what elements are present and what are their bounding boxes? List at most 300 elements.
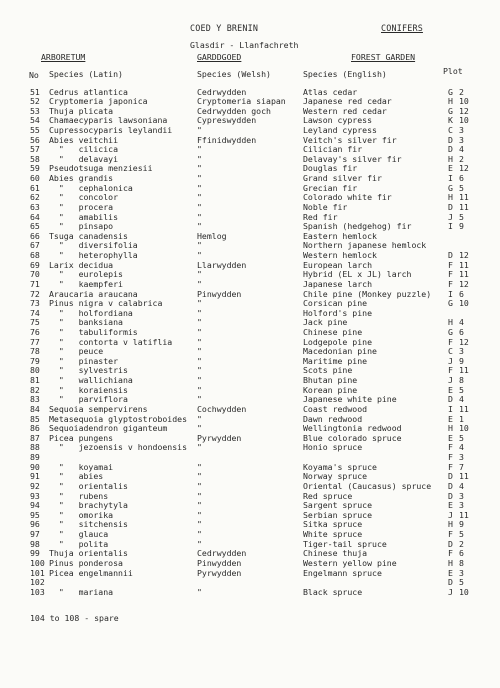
species-latin: " banksiana	[49, 317, 123, 328]
species-english: Macedonian pine	[303, 346, 377, 357]
species-english: White spruce	[303, 529, 363, 540]
species-latin: Abies grandis	[49, 173, 114, 184]
species-latin: Cryptomeria japonica	[49, 96, 148, 107]
species-welsh: "	[197, 182, 202, 193]
plot-letter: D	[448, 538, 453, 549]
species-welsh: Cypreswydden	[197, 115, 257, 126]
species-english: Western red cedar	[303, 105, 387, 116]
species-welsh: "	[197, 221, 202, 232]
species-number: 71	[30, 278, 40, 289]
species-english: Red fir	[303, 211, 338, 222]
plot-number: 12	[459, 163, 469, 174]
species-english: Black spruce	[303, 586, 363, 597]
species-english: Grecian fir	[303, 182, 358, 193]
species-number: 66	[30, 230, 40, 241]
species-latin: " cephalonica	[49, 182, 133, 193]
species-english: Lawson cypress	[303, 115, 373, 126]
plot-number: 10	[459, 115, 469, 126]
species-welsh: Llarwydden	[197, 259, 247, 270]
column-header-latin: Species (Latin)	[49, 69, 123, 79]
species-number: 93	[30, 490, 40, 501]
plot-number: 12	[459, 336, 469, 347]
species-english: Northern japanese hemlock	[303, 240, 427, 251]
column-header-no: No	[29, 70, 39, 80]
species-welsh: Pinwydden	[197, 288, 242, 299]
plot-letter: F	[448, 336, 453, 347]
table-row	[0, 174, 500, 183]
species-number: 68	[30, 250, 40, 261]
species-number: 90	[30, 461, 40, 472]
species-welsh: "	[197, 586, 202, 597]
table-row	[0, 347, 500, 356]
plot-letter: I	[448, 173, 453, 184]
section-forest-garden: FOREST GARDEN	[351, 52, 416, 62]
plot-number: 10	[459, 96, 469, 107]
species-number: 55	[30, 124, 40, 135]
plot-letter: G	[448, 327, 453, 337]
species-number: 81	[30, 375, 40, 386]
species-number: 86	[30, 423, 40, 434]
species-english: Chinese thuja	[303, 548, 368, 559]
table-row	[0, 443, 500, 452]
species-number: 78	[30, 346, 40, 357]
plot-letter: D	[448, 471, 453, 482]
species-welsh: Cochwydden	[197, 403, 247, 414]
plot-number: 12	[459, 250, 469, 261]
species-latin: " jezoensis v hondoensis	[49, 442, 188, 453]
plot-number: 10	[459, 586, 469, 597]
species-welsh: Ffinidwydden	[197, 134, 257, 145]
species-english: European larch	[303, 259, 373, 270]
column-header-plot: Plot	[443, 66, 463, 76]
species-english: Engelmann spruce	[303, 567, 382, 578]
species-number: 82	[30, 384, 40, 395]
species-number: 54	[30, 115, 40, 126]
species-english: Dawn redwood	[303, 413, 363, 424]
category-label: CONIFERS	[381, 23, 423, 33]
species-english: Japanese larch	[303, 278, 373, 289]
species-english: Serbian spruce	[303, 509, 373, 520]
species-number: 75	[30, 317, 40, 328]
plot-number: 6	[459, 327, 464, 337]
species-number: 56	[30, 134, 40, 145]
species-latin: " parviflora	[49, 394, 128, 405]
plot-letter: I	[448, 403, 453, 414]
species-welsh: Pyrwydden	[197, 567, 242, 578]
plot-number: 9	[459, 221, 464, 232]
plot-letter: F	[448, 529, 453, 540]
table-row	[0, 559, 500, 568]
plot-letter: D	[448, 394, 453, 405]
plot-letter: D	[448, 250, 453, 261]
species-english: Jack pine	[303, 317, 348, 328]
species-number: 60	[30, 173, 40, 184]
plot-number: 11	[459, 509, 469, 520]
species-number: 91	[30, 471, 40, 482]
plot-number: 12	[459, 105, 469, 116]
plot-number: 2	[459, 153, 464, 164]
plot-number: 5	[459, 529, 464, 540]
plot-letter: H	[448, 317, 453, 328]
species-english: Red spruce	[303, 490, 353, 501]
species-welsh: "	[197, 413, 202, 424]
species-welsh: Cedrwydden	[197, 86, 247, 97]
table-row	[0, 501, 500, 510]
species-english: Western hemlock	[303, 250, 377, 261]
species-latin: " orientalis	[49, 480, 128, 491]
species-welsh: "	[197, 317, 202, 328]
species-english: Japanese white pine	[303, 394, 397, 405]
species-welsh: "	[197, 144, 202, 155]
plot-number: 4	[459, 442, 464, 453]
species-welsh: "	[197, 250, 202, 261]
species-welsh: "	[197, 153, 202, 164]
species-latin: Sequoia sempervirens	[49, 403, 148, 414]
plot-number: 10	[459, 298, 469, 309]
species-latin: " kaempferi	[49, 278, 123, 289]
plot-letter: G	[448, 86, 453, 97]
species-english: Honio spruce	[303, 442, 363, 453]
species-latin: Cedrus atlantica	[49, 86, 128, 97]
species-english: Lodgepole pine	[303, 336, 373, 347]
species-number: 69	[30, 259, 40, 270]
plot-letter: J	[448, 355, 453, 366]
species-number: 67	[30, 240, 40, 251]
plot-number: 5	[459, 211, 464, 222]
species-english: Douglas fir	[303, 163, 358, 174]
species-english: Noble fir	[303, 201, 348, 212]
species-english: Blue colorado spruce	[303, 432, 402, 443]
species-latin: Sequoiadendron giganteum	[49, 423, 168, 434]
species-welsh: Cryptomeria siapan	[197, 96, 286, 107]
species-english: Atlas cedar	[303, 86, 358, 97]
species-latin: " peuce	[49, 346, 104, 357]
species-latin: " amabilis	[49, 211, 119, 222]
species-english: Maritime pine	[303, 355, 368, 366]
column-header-english: Species (English)	[303, 69, 387, 79]
plot-number: 6	[459, 288, 464, 299]
plot-number: 3	[459, 346, 464, 357]
table-row	[0, 116, 500, 125]
species-latin: " glauca	[49, 529, 109, 540]
plot-letter: F	[448, 452, 453, 463]
species-number: 95	[30, 509, 40, 520]
species-english: Oriental (Caucasus) spruce	[303, 480, 432, 491]
species-english: Delavay's silver fir	[303, 153, 402, 164]
species-latin: " mariana	[49, 586, 114, 597]
plot-number: 11	[459, 192, 469, 203]
species-welsh: "	[197, 480, 202, 491]
species-english: Coast redwood	[303, 403, 368, 414]
species-number: 102	[30, 577, 45, 588]
species-latin: Picea pungens	[49, 432, 114, 443]
species-welsh: "	[197, 490, 202, 501]
species-welsh: "	[197, 307, 202, 318]
species-english: Leyland cypress	[303, 124, 377, 135]
plot-number: 8	[459, 557, 464, 568]
species-number: 72	[30, 288, 40, 299]
species-welsh: "	[197, 163, 202, 174]
species-number: 74	[30, 307, 40, 318]
plot-letter: H	[448, 153, 453, 164]
species-welsh: "	[197, 471, 202, 482]
table-row	[0, 203, 500, 212]
species-welsh: Cedrwydden	[197, 548, 247, 559]
species-number: 58	[30, 153, 40, 164]
species-latin: " omorika	[49, 509, 114, 520]
species-latin: Abies veitchii	[49, 134, 119, 145]
species-welsh: "	[197, 500, 202, 511]
plot-letter: F	[448, 278, 453, 289]
plot-letter: D	[448, 134, 453, 145]
table-row	[0, 251, 500, 260]
species-welsh: "	[197, 519, 202, 530]
table-row	[0, 453, 500, 462]
plot-number: 6	[459, 173, 464, 184]
plot-letter: D	[448, 577, 453, 588]
species-number: 77	[30, 336, 40, 347]
plot-number: 8	[459, 375, 464, 386]
species-number: 103	[30, 586, 45, 597]
species-number: 59	[30, 163, 40, 174]
species-number: 53	[30, 105, 40, 116]
table-row	[0, 145, 500, 154]
species-welsh: "	[197, 529, 202, 540]
plot-number: 11	[459, 403, 469, 414]
species-welsh: "	[197, 365, 202, 376]
species-welsh: "	[197, 278, 202, 289]
plot-letter: I	[448, 221, 453, 232]
footer-note: 104 to 108 - spare	[30, 613, 119, 623]
table-row	[0, 549, 500, 558]
species-number: 97	[30, 529, 40, 540]
species-number: 52	[30, 96, 40, 107]
plot-number: 5	[459, 182, 464, 193]
species-welsh: "	[197, 346, 202, 357]
plot-letter: H	[448, 557, 453, 568]
table-row	[0, 578, 500, 587]
species-english: Veitch's silver fir	[303, 134, 397, 145]
plot-number: 11	[459, 471, 469, 482]
plot-letter: J	[448, 375, 453, 386]
plot-letter: D	[448, 201, 453, 212]
plot-number: 11	[459, 259, 469, 270]
plot-letter: E	[448, 567, 453, 578]
species-welsh: "	[197, 298, 202, 309]
species-latin: " eurolepis	[49, 269, 123, 280]
species-latin: " sitchensis	[49, 519, 128, 530]
plot-number: 11	[459, 365, 469, 376]
species-english: Bhutan pine	[303, 375, 358, 386]
species-english: Corsican pine	[303, 298, 368, 309]
species-number: 83	[30, 394, 40, 405]
table-row	[0, 299, 500, 308]
plot-number: 3	[459, 452, 464, 463]
plot-number: 3	[459, 490, 464, 501]
species-welsh: "	[197, 173, 202, 184]
species-english: Hybrid (EL x JL) larch	[303, 269, 412, 280]
species-english: Chile pine (Monkey puzzle)	[303, 288, 432, 299]
plot-number: 1	[459, 413, 464, 424]
species-number: 101	[30, 567, 45, 578]
species-welsh: "	[197, 538, 202, 549]
plot-number: 4	[459, 144, 464, 155]
plot-letter: E	[448, 384, 453, 395]
species-welsh: "	[197, 423, 202, 434]
table-row	[0, 472, 500, 481]
plot-letter: C	[448, 124, 453, 135]
table-row	[0, 588, 500, 597]
plot-letter: E	[448, 163, 453, 174]
species-welsh: "	[197, 355, 202, 366]
plot-letter: I	[448, 288, 453, 299]
plot-number: 6	[459, 548, 464, 559]
plot-number: 3	[459, 500, 464, 511]
species-number: 76	[30, 327, 40, 337]
species-english: Tiger-tail spruce	[303, 538, 387, 549]
species-welsh: "	[197, 240, 202, 251]
plot-letter: H	[448, 519, 453, 530]
species-english: Norway spruce	[303, 471, 368, 482]
species-number: 62	[30, 192, 40, 203]
plot-letter: F	[448, 461, 453, 472]
table-row	[0, 270, 500, 279]
species-number: 51	[30, 86, 40, 97]
plot-letter: D	[448, 490, 453, 501]
table-row	[0, 126, 500, 135]
species-latin: " delavayi	[49, 153, 119, 164]
document-title: COED Y BRENIN	[190, 23, 259, 33]
species-welsh: "	[197, 201, 202, 212]
table-row	[0, 530, 500, 539]
species-latin: " holfordiana	[49, 307, 133, 318]
species-latin: Pseudotsuga menziesii	[49, 163, 153, 174]
species-number: 73	[30, 298, 40, 309]
species-latin: Thuja orientalis	[49, 548, 128, 559]
species-latin: " pinaster	[49, 355, 119, 366]
table-row	[0, 328, 500, 337]
table-row	[0, 395, 500, 404]
species-number: 96	[30, 519, 40, 530]
plot-letter: K	[448, 115, 453, 126]
plot-number: 5	[459, 432, 464, 443]
species-welsh: Hemlog	[197, 230, 227, 241]
plot-number: 3	[459, 124, 464, 135]
species-welsh: "	[197, 384, 202, 395]
species-welsh: "	[197, 461, 202, 472]
species-english: Sitka spruce	[303, 519, 363, 530]
plot-number: 12	[459, 278, 469, 289]
plot-number: 2	[459, 538, 464, 549]
plot-letter: D	[448, 480, 453, 491]
plot-number: 4	[459, 317, 464, 328]
species-number: 84	[30, 403, 40, 414]
plot-letter: J	[448, 586, 453, 597]
species-number: 88	[30, 442, 40, 453]
table-row	[0, 97, 500, 106]
species-welsh: "	[197, 269, 202, 280]
plot-number: 9	[459, 519, 464, 530]
species-number: 63	[30, 201, 40, 212]
species-welsh: "	[197, 509, 202, 520]
plot-number: 11	[459, 269, 469, 280]
species-english: Colorado white fir	[303, 192, 392, 203]
species-english: Holford's pine	[303, 307, 373, 318]
species-welsh: "	[197, 442, 202, 453]
plot-letter: E	[448, 500, 453, 511]
species-latin: " procera	[49, 201, 114, 212]
plot-letter: J	[448, 211, 453, 222]
species-number: 94	[30, 500, 40, 511]
plot-number: 11	[459, 201, 469, 212]
species-latin: " sylvestris	[49, 365, 128, 376]
plot-letter: E	[448, 413, 453, 424]
species-welsh: "	[197, 394, 202, 405]
table-row	[0, 424, 500, 433]
plot-number: 10	[459, 423, 469, 434]
species-latin: " rubens	[49, 490, 109, 501]
species-latin: Larix decidua	[49, 259, 114, 270]
table-row	[0, 569, 500, 578]
plot-number: 5	[459, 577, 464, 588]
species-latin: Metasequoia glyptostroboides	[49, 413, 188, 424]
species-number: 99	[30, 548, 40, 559]
species-english: Japanese red cedar	[303, 96, 392, 107]
plot-letter: G	[448, 182, 453, 193]
species-english: Grand silver fir	[303, 173, 382, 184]
species-latin: " cilicica	[49, 144, 119, 155]
plot-letter: H	[448, 192, 453, 203]
plot-number: 4	[459, 480, 464, 491]
species-english: Wellingtonia redwood	[303, 423, 402, 434]
species-number: 89	[30, 452, 40, 463]
species-latin: Pinus ponderosa	[49, 557, 123, 568]
species-number: 100	[30, 557, 45, 568]
species-latin: " koraiensis	[49, 384, 128, 395]
species-welsh: Cedrwydden goch	[197, 105, 271, 116]
table-row	[0, 482, 500, 491]
species-latin: Araucaria araucana	[49, 288, 138, 299]
species-welsh: Pinwydden	[197, 557, 242, 568]
species-english: Sargent spruce	[303, 500, 373, 511]
species-english: Western yellow pine	[303, 557, 397, 568]
species-latin: " brachytyla	[49, 500, 128, 511]
species-english: Cilician fir	[303, 144, 363, 155]
species-latin: Tsuga canadensis	[49, 230, 128, 241]
plot-letter: H	[448, 423, 453, 434]
plot-letter: F	[448, 259, 453, 270]
plot-letter: E	[448, 432, 453, 443]
species-number: 80	[30, 365, 40, 376]
plot-letter: F	[448, 269, 453, 280]
plot-number: 9	[459, 355, 464, 366]
species-latin: " tabuliformis	[49, 327, 138, 337]
species-latin: Cupressocyparis leylandii	[49, 124, 173, 135]
species-latin: " contorta v latiflia	[49, 336, 173, 347]
plot-letter: F	[448, 365, 453, 376]
species-welsh: "	[197, 336, 202, 347]
species-welsh: "	[197, 192, 202, 203]
column-header-welsh: Species (Welsh)	[197, 69, 271, 79]
table-row	[0, 193, 500, 202]
table-row	[0, 376, 500, 385]
plot-number: 5	[459, 384, 464, 395]
species-number: 61	[30, 182, 40, 193]
species-latin: Thuja plicata	[49, 105, 114, 116]
species-number: 70	[30, 269, 40, 280]
plot-letter: G	[448, 298, 453, 309]
species-welsh: "	[197, 375, 202, 386]
